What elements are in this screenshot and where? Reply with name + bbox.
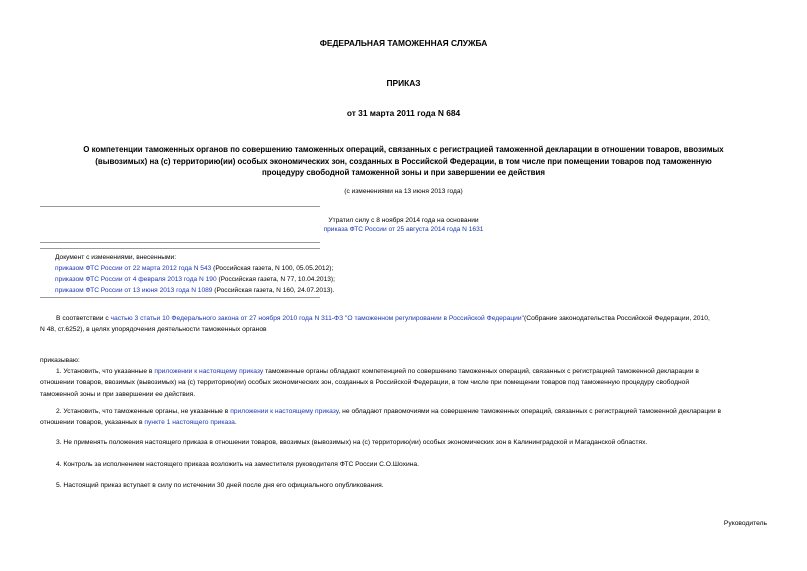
item-text: 2. Установить, что таможенные органы, не указанные в	[56, 408, 231, 415]
title-line: О компетенции таможенных органов по совершению таможенных операций, связанных с регистрацией таможенной декларации в отношении товаров, ввозимых	[83, 145, 724, 154]
amendment-note: (с изменениями на 13 июня 2013 года)	[344, 188, 463, 195]
change-item	[55, 286, 335, 295]
federal-law-link[interactable]: частью 3 статьи 10 Федерального закона от 27 ноября 2010 года N 311-ФЗ "О таможенном регулировании в Российской Федерации"	[110, 315, 525, 322]
change-source: (Российская газета, N 100, 05.05.2012);	[211, 265, 334, 272]
order-item-4: 4. Контроль за исполнением настоящего приказа возложить на заместителя руководителя ФТС России С.О.Шохина.	[56, 461, 419, 468]
change-item	[55, 264, 335, 273]
title-line: (вывозимых) на (с) территорию(ии) особых экономических зон, созданных в Российской Федерации, в том числе при помещении товаров под таможенную	[95, 156, 712, 166]
order-item-3: 3. Не применять положения настоящего приказа в отношении товаров, ввозимых (вывозимых) на (с) территорию(ии) особых экономических зон в Калининградской и Магаданской областях.	[56, 439, 648, 446]
agency-name: ФЕДЕРАЛЬНАЯ ТАМОЖЕННАЯ СЛУЖБА	[319, 38, 488, 48]
item-text: 1. Установить, что указанные в	[56, 368, 155, 375]
preamble-paragraph	[40, 313, 768, 336]
changes-block	[55, 253, 335, 295]
appendix-link[interactable]: приложении к настоящему приказу	[154, 368, 264, 375]
separator-line	[40, 206, 320, 207]
appendix-link[interactable]: приложении к настоящему приказу	[230, 408, 339, 415]
document-date-number: от 31 марта 2011 года N 684	[346, 108, 461, 118]
item-line	[40, 366, 768, 377]
order-item-2	[40, 406, 768, 429]
separator-line	[40, 248, 320, 249]
order-item-5: 5. Настоящий приказ вступает в силу по истечении 30 дней после дня его официального опубликования.	[56, 482, 384, 489]
separator-line	[40, 297, 320, 298]
change-source: (Российская газета, N 77, 10.04.2013);	[216, 276, 335, 283]
item-text: .	[234, 419, 237, 427]
change-order-link[interactable]: приказом ФТС России от 4 февраля 2013 года N 190	[55, 276, 217, 283]
change-item	[55, 275, 335, 284]
order-word: приказываю:	[40, 357, 80, 364]
order-item-1	[40, 366, 768, 400]
title-line: процедуру свободной таможенной зоны и при завершении ее действия	[262, 168, 545, 178]
repeal-order-link[interactable]: приказа ФТС России от 25 августа 2014 года N 1631	[323, 226, 484, 233]
document-type: ПРИКАЗ	[386, 78, 421, 88]
status-text: Утратил силу с 8 ноября 2014 года на основании	[328, 217, 479, 224]
paragraph-1-link[interactable]: пункте 1 настоящего приказа	[144, 419, 235, 427]
item-line: таможенной зоны и при завершении ее действия.	[40, 390, 196, 398]
status-block	[0, 216, 807, 234]
preamble-text: В соответствии с	[56, 315, 111, 322]
preamble-line	[40, 313, 768, 324]
item-line	[40, 417, 768, 428]
item-text: отношении товаров, указанных в	[40, 419, 145, 427]
change-order-link[interactable]: приказом ФТС России от 13 июня 2013 года N 1089	[55, 287, 213, 294]
change-source: (Российская газета, N 160, 24.07.2013).	[212, 287, 335, 294]
signature-title: Руководитель	[723, 520, 767, 527]
document-title	[0, 144, 807, 179]
item-line: отношении товаров, ввозимых (вывозимых) на (с) территорию(ии) особых экономических зон, созданных в Российской Федерации, в том числе при помещении товаров под таможенную процедуру свободной	[40, 379, 690, 387]
item-text: таможенные органы обладают компетенцией по совершению таможенных операций, связанных с регистрацией таможенной декларации в	[263, 368, 699, 375]
item-text: , не обладают правомочиями на совершение таможенных операций, связанных с регистрацией таможенной декларации в	[338, 408, 722, 415]
separator-line	[40, 242, 320, 243]
changes-heading: Документ с изменениями, внесенными:	[55, 254, 177, 261]
change-order-link[interactable]: приказом ФТС России от 22 марта 2012 года N 543	[55, 265, 212, 272]
item-line	[40, 406, 768, 417]
preamble-text: (Собрание законодательства Российской Федерации, 2010,	[524, 315, 710, 322]
preamble-line: N 48, ст.6252), в целях упорядочения деятельности таможенных органов	[40, 326, 267, 334]
